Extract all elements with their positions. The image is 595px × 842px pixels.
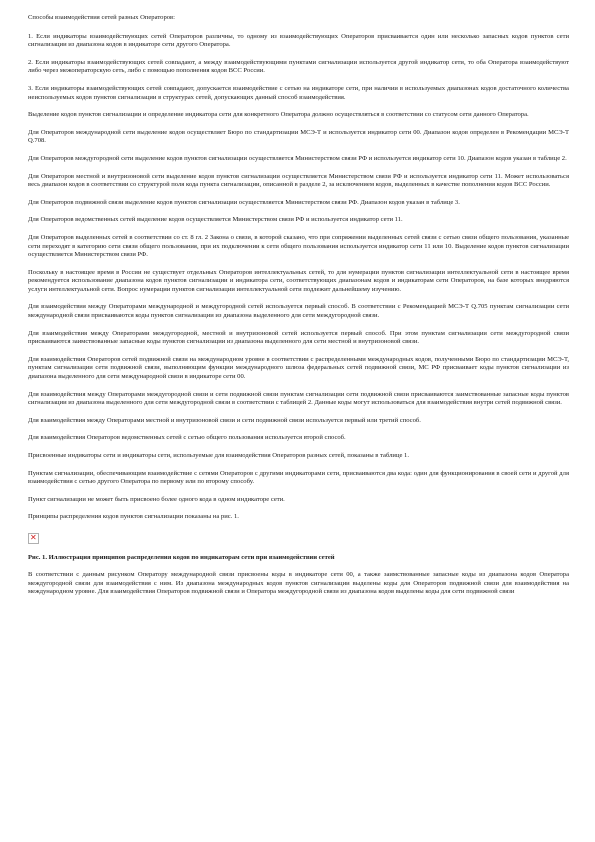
paragraph: Для взаимодействия между Операторами междугородной, местной и внутризоновой сетей используется первый способ. При этом пунктам сигнализации сети междугородной связи присваиваются заимствованные запасные коды пунктов сигнализации из диапазона выделенного для сети местной и внутризоновой связи.	[28, 329, 569, 346]
paragraph: Пункт сигнализации не может быть присвоено более одного кода в одном индикаторе сети.	[28, 495, 285, 503]
paragraph: Для взаимодействия между Операторами междугородной связи и сети подвижной связи пунктам сигнализации сети подвижной связи присваиваются заимствованные запасные коды пунктов сигнализации из диапазона выделенного для сети междугородной связи в соответствии с таблицей 2. Данные коды могут использоваться для взаимодействия внутри сетей подвижной связи.	[28, 390, 569, 407]
paragraph: Для Операторов местной и внутризоновой сети выделение кодов пунктов сигнализации осуществляется Министерством связи РФ и используется индикатор сети 11. Может использоваться весь диапазон кодов в соответствии со структурой поля кода пункта сигнализации, описанной в разделе 2, за исключением кодов, выделенных в качестве пополнения кодов ВСС России.	[28, 172, 569, 189]
list-item: 2. Если индикаторы взаимодействующих сетей совпадают, а между взаимодействующими пунктами сигнализации используется другой индикатор сети, то оба Оператора взаимодействуют либо через межоператорскую сеть, либо с помощью пополнения кодов ВСС России.	[28, 58, 569, 75]
paragraph: Для Операторов подвижной связи выделение кодов пунктов сигнализации осуществляется Министерством связи РФ. Диапазон кодов указан в таблице 3.	[28, 198, 460, 206]
paragraph: Пунктам сигнализации, обеспечивающим взаимодействие с сетями Операторов с другими индикаторами сети, присваиваются два кода: один для функционирования в своей сети и другой для взаимодействия с сетью другого Оператора по первому или по второму способу.	[28, 469, 569, 486]
list-item: 1. Если индикаторы взаимодействующих сетей Операторов различны, то одному из взаимодействующих Операторов присваивается один или несколько запасных кодов пунктов сети сигнализации из диапазона кодов в индикаторе сети другого Оператора.	[28, 32, 569, 49]
paragraph: Присвоенные индикаторы сети и индикаторы сети, используемые для взаимодействия Операторов разных сетей, показаны в таблице 1.	[28, 452, 410, 459]
paragraph: Принципы распределения кодов пунктов сигнализации показаны на рис. 1.	[28, 513, 239, 521]
paragraph: Для Операторов международной сети выделение кодов осуществляет Бюро по стандартизации МСЭ-Т и используется индикатор сети 00. Диапазон кодов определен в Рекомендации МСЭ-Т Q.708.	[28, 128, 569, 145]
paragraph: Поскольку в настоящее время в России не существует отдельных Операторов интеллектуальных сетей, то для нумерации пунктов сигнализации интеллектуальной сети в настоящее время рекомендуется использование диапазона кодов пунктов сигнализации и индикатора сети, соответствующих диапазонам кодов и индикаторам сети Операторов, на базе которых внедряются услуги интеллектуальной сети. Вопрос нумерации пунктов сигнализации интеллектуальной сети подлежит дальнейшему изучению.	[28, 268, 569, 293]
paragraph: Выделение кодов пунктов сигнализации и определение индикатора сети для конкретного Оператора должно осуществляться в соответствии со статусом сети данного Оператора.	[28, 111, 529, 119]
paragraph: Для взаимодействия между Операторами местной и внутризоновой связи и сети подвижной связи используется первый или третий способ.	[28, 416, 421, 424]
list-item: 3. Если индикаторы взаимодействующих сетей совпадают, допускается взаимодействие с сетью на индикаторе сети, при наличии в используемых диапазонах кодов достаточного количества неиспользуемых кодов пунктов сигнализации в структурах сетей, допускающих данный способ взаимодействия.	[28, 84, 569, 101]
broken-image-icon[interactable]	[28, 533, 39, 544]
paragraph: Для Операторов выделенных сетей в соответствии со ст. 8 гл. 2 Закона о связи, в которой сказано, что при сопряжении выделенных сетей связи с сетью связи общего пользования, указанные сети переходят в категорию сети связи общего пользования, при их подключении к сети общего пользования используется индикатор сети 11 или 10. Выделение кодов пунктов сигнализации осуществляется Министерством связи РФ.	[28, 233, 569, 259]
paragraph: Для взаимодействия Операторов ведомственных сетей с сетью общего пользования используется второй способ.	[28, 434, 346, 442]
figure-caption: Рис. 1. Иллюстрация принципов распределения кодов по индикаторам сети при взаимодействии сетей	[28, 553, 335, 561]
paragraph: Для взаимодействия Операторов сетей подвижной связи на международном уровне в соответствии с распределенными международных кодов, полученными Бюро по стандартизации МСЭ-Т, пунктам сигнализации сети подвижной связи, выполняющим функции международного шлюза федеральных сетей подвижной связи, МС РФ присваивает коды пунктов сигнализации из диапазона выделенного для сети международной связи в индикаторе сети 00.	[28, 355, 569, 381]
paragraph: Для Операторов междугородной сети выделение кодов пунктов сигнализации осуществляется Министерством связи РФ и используется индикатор сети 10. Диапазон кодов указан в таблице 2.	[28, 154, 567, 162]
paragraph: Для взаимодействия между Операторами международной и междугородной сетей используется первый способ. В соответствии с Рекомендацией МСЭ-Т Q.705 пунктам сигнализации сети международной связи присваиваются коды пунктов сигнализации из диапазона выделенного для сети междугородной связи.	[28, 303, 569, 320]
page-title: Способы взаимодействия сетей разных Операторов:	[28, 14, 175, 21]
paragraph: Для Операторов ведомственных сетей выделение кодов осуществляется Министерством связи РФ и используется индикатор сети 11.	[28, 216, 403, 224]
paragraph: В соответствии с данным рисунком Оператору международной связи присвоены коды в индикаторе сети 00, а также заимствованные запасные коды из диапазона кодов Оператора междугородной связи для взаимодействия с ним. Из диапазона международных кодов пунктов сигнализации выделены коды для Операторов подвижной связи для взаимодействия на международном уровне. Для взаимодействия Операторов подвижной связи и Оператора междугородной связи из диапазона кодов выделены коды для сети подвижной связи	[28, 571, 569, 596]
